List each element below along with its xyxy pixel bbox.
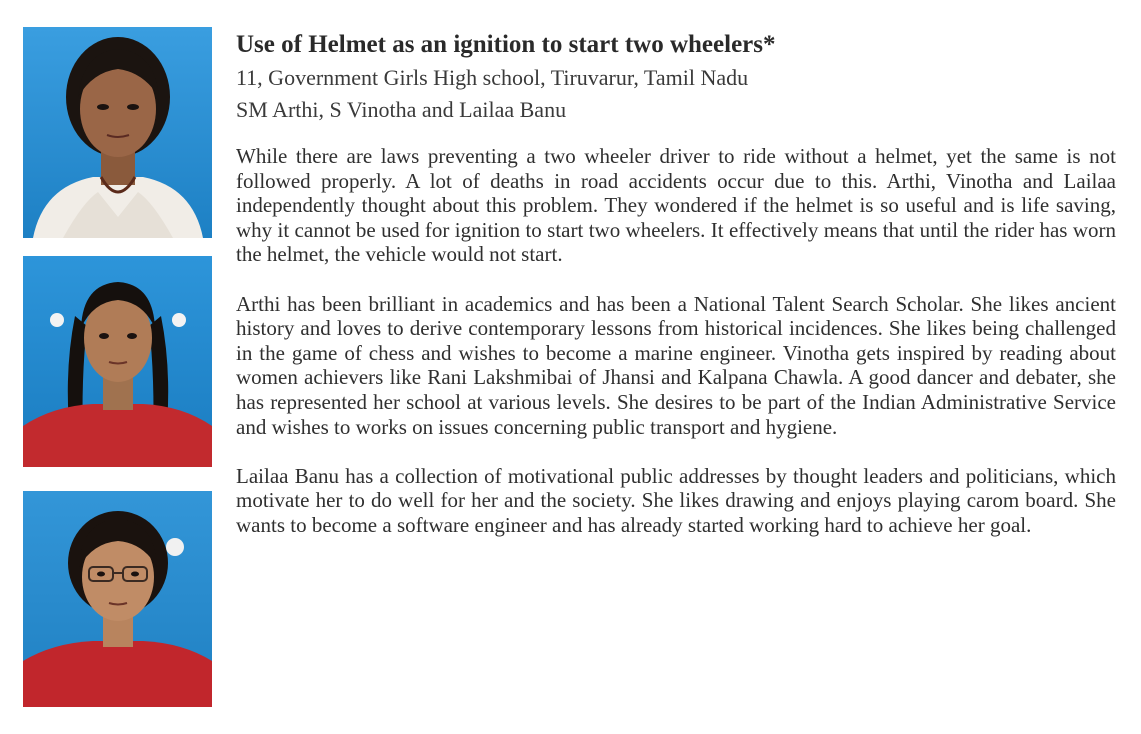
paragraph-intro: While there are laws preventing a two wheeler driver to ride without a helmet, yet the same is not followed properly. A lot of deaths in road accidents occur due to this. Arthi, Vinotha and Lailaa independently thought about this problem. They wondered if the helmet is so useful and is life saving, why it cannot be used for ignition to start two wheelers. It effectively means that until the rider has worn the helmet, the vehicle would not start.	[236, 144, 1116, 267]
portrait-photo-3	[23, 491, 212, 707]
paragraph-lailaa: Lailaa Banu has a collection of motivational public addresses by thought leaders and politicians, which motivate her to do well for her and the society. She likes drawing and enjoys playing carom board. She wants to become a software engineer and has already started working hard to achieve her goal.	[236, 463, 1116, 537]
school-name: 11, Government Girls High school, Tiruvarur, Tamil Nadu	[236, 65, 749, 90]
portrait-photo-2	[23, 256, 212, 467]
paragraph-arthi-vinotha: Arthi has been brilliant in academics and has been a National Talent Search Scholar. She likes ancient history and loves to derive contemporary lessons from historical incidences. She likes being challenged in the game of chess and wishes to become a marine engineer. Vinotha gets inspired by reading about women achievers like Rani Lakshmibai of Jhansi and Kalpana Chawla. A good dancer and debater, she has represented her school at various levels. She desires to be part of the Indian Administrative Service and wishes to works on issues concerning public transport and hygiene.	[236, 291, 1116, 439]
portrait-photo-icon	[23, 27, 212, 238]
author-names: SM Arthi, S Vinotha and Lailaa Banu	[236, 97, 567, 122]
article-body	[236, 144, 1116, 538]
portrait-photo-icon	[23, 256, 212, 467]
portrait-photo-icon	[23, 491, 212, 707]
portrait-photo-1	[23, 27, 212, 238]
article-title: Use of Helmet as an ignition to start two wheelers*	[236, 31, 776, 58]
article	[236, 28, 1116, 562]
